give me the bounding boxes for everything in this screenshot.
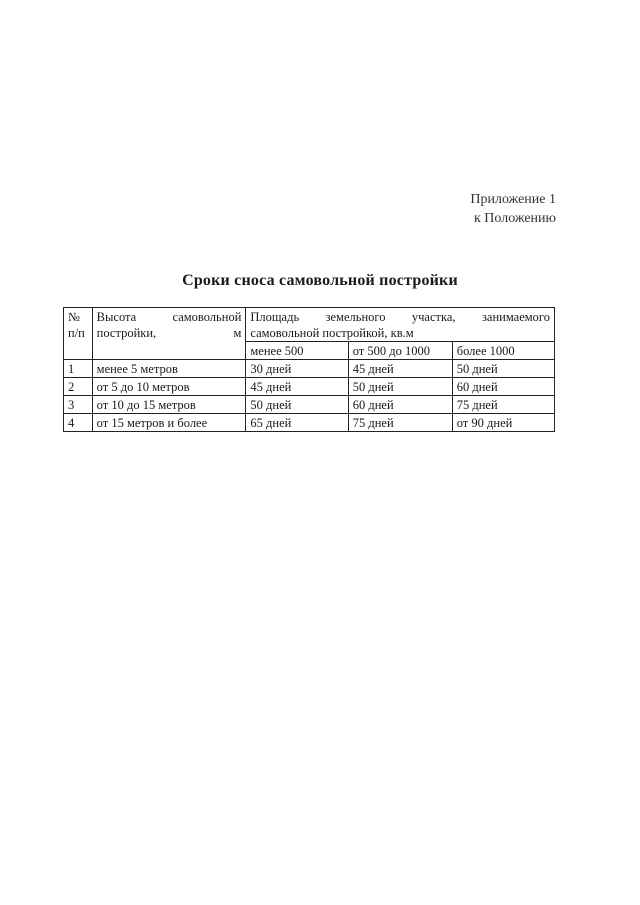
row-height: от 5 до 10 метров [92, 378, 246, 396]
row-value: 45 дней [348, 360, 452, 378]
table-header-row [64, 308, 555, 342]
appendix-line-1: Приложение 1 [470, 192, 556, 207]
document-title: Сроки сноса самовольной постройки [182, 272, 458, 289]
row-value: 75 дней [348, 414, 452, 432]
header-area [246, 308, 555, 342]
subheader-cell: от 500 до 1000 [348, 342, 452, 360]
subheader-cell: более 1000 [452, 342, 554, 360]
row-value: 65 дней [246, 414, 348, 432]
row-value: 45 дней [246, 378, 348, 396]
row-height: от 15 метров и более [92, 414, 246, 432]
row-value: 60 дней [348, 396, 452, 414]
header-area-line-1: Площадь земельного участка, занимаемого [250, 310, 550, 324]
row-value: 60 дней [452, 378, 554, 396]
row-num: 2 [64, 378, 93, 396]
appendix-note [470, 190, 556, 228]
appendix-line-2: к Положению [473, 211, 556, 226]
row-num: 3 [64, 396, 93, 414]
header-num: № п/п [64, 308, 93, 360]
header-height: Высота самовольной постройки, м [92, 308, 246, 360]
row-value: 50 дней [348, 378, 452, 396]
row-num: 1 [64, 360, 93, 378]
row-height: менее 5 метров [92, 360, 246, 378]
row-value: 50 дней [246, 396, 348, 414]
demolition-terms-table [63, 307, 555, 432]
table-row [64, 360, 555, 378]
table-row [64, 378, 555, 396]
header-area-line-2: самовольной постройкой, кв.м [250, 326, 414, 340]
row-height: от 10 до 15 метров [92, 396, 246, 414]
row-value: 30 дней [246, 360, 348, 378]
row-value: от 90 дней [452, 414, 554, 432]
table-row [64, 396, 555, 414]
row-num: 4 [64, 414, 93, 432]
row-value: 50 дней [452, 360, 554, 378]
subheader-cell: менее 500 [246, 342, 348, 360]
row-value: 75 дней [452, 396, 554, 414]
table-row [64, 414, 555, 432]
